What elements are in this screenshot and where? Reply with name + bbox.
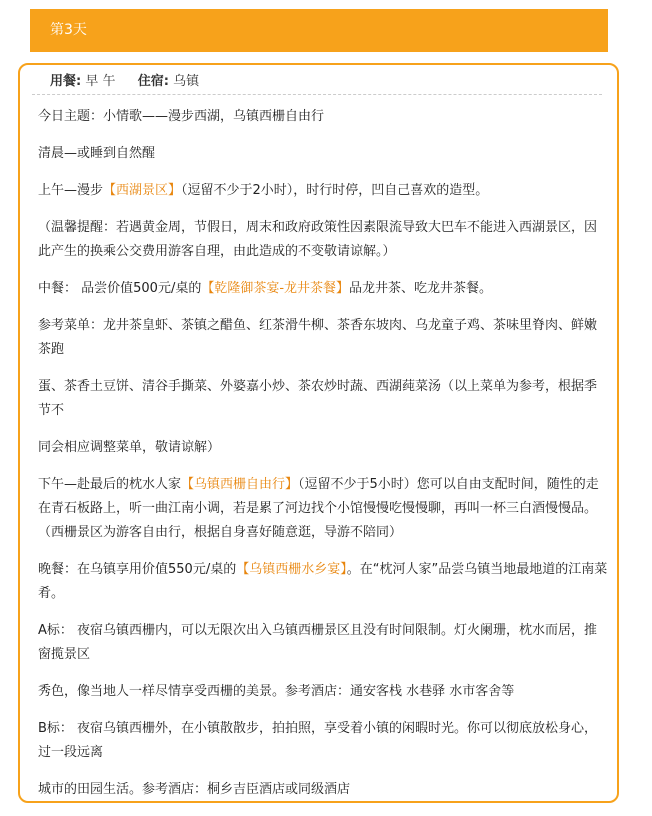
a-option-paragraph: A标： 夜宿乌镇西栅内，可以无限次出入乌镇西栅景区且没有时间限制。灯火阑珊，枕水而居，推窗揽景区 bbox=[38, 623, 598, 662]
meals-label: 用餐: bbox=[50, 74, 82, 89]
menu-paragraph-2: 蛋、茶香土豆饼、清谷手撕菜、外婆嘉小炒、茶农炒时蔬、西湖莼菜汤（以上菜单为参考，根据季节不 bbox=[38, 379, 598, 418]
dinner-text-end: 。在“枕河人家”品尝乌镇当地最地道的江南菜肴。 bbox=[38, 562, 608, 601]
afternoon-text-end: （逗留不少于5小时）您可以自由支配时间，随性的走在青石板路上，听一曲江南小调，若是累了河边找个小馆慢慢吃慢慢聊，再叫一杯三白酒慢慢品。（西栅景区为游客自由行，根据自身喜好随意逛，导游不陪同） bbox=[38, 477, 599, 540]
itinerary-card bbox=[18, 63, 619, 803]
west-lake-link: 【西湖景区】 bbox=[103, 183, 182, 198]
forenoon-paragraph bbox=[38, 179, 608, 203]
a-option-paragraph-2: 秀色，像当地人一样尽情享受西栅的美景。参考酒店：通安客栈 水巷驿 水市客舍等 bbox=[38, 684, 515, 699]
lunch-text-end: 品龙井茶、吃龙井茶餐。 bbox=[349, 281, 493, 296]
reminder-paragraph: （温馨提醒：若遇黄金周，节假日，周末和政府政策性因素限流导致大巴车不能进入西湖景区，因此产生的换乘公交费用游客自理，由此造成的不变敬请谅解。） bbox=[38, 220, 598, 259]
morning-paragraph: 清晨—或睡到自然醒 bbox=[38, 146, 156, 161]
b-option-paragraph: B标： 夜宿乌镇西栅外，在小镇散散步，拍拍照，享受着小镇的闲暇时光。你可以彻底放松身心，过一段远离 bbox=[38, 721, 598, 760]
dinner-paragraph bbox=[38, 558, 608, 606]
lunch-text: 中餐： 品尝价值500元/桌的 bbox=[38, 281, 202, 296]
meal-lodging-row bbox=[50, 73, 199, 91]
menu-paragraph-3: 同会相应调整菜单，敬请谅解） bbox=[38, 440, 221, 455]
xizha-free-tour-link: 【乌镇西栅自由行】 bbox=[181, 477, 299, 492]
dashed-divider bbox=[32, 94, 602, 95]
menu-paragraph: 参考菜单：龙井茶皇虾、茶镇之醋鱼、红茶滑牛柳、茶香东坡肉、乌龙童子鸡、茶味里脊肉、鲜嫩茶跑 bbox=[38, 318, 598, 357]
lunch-paragraph bbox=[38, 277, 608, 301]
lodging-value: 乌镇 bbox=[173, 74, 200, 89]
tea-banquet-link: 【乾隆御茶宴-龙井茶餐】 bbox=[201, 281, 350, 296]
itinerary-content bbox=[38, 105, 608, 815]
water-town-banquet-link: 【乌镇西栅水乡宴】 bbox=[236, 562, 347, 577]
afternoon-paragraph bbox=[38, 473, 608, 545]
forenoon-text-end: （逗留不少于2小时），时行时停，凹自己喜欢的造型。 bbox=[181, 183, 489, 198]
afternoon-text: 下午—赴最后的枕水人家 bbox=[38, 477, 182, 492]
theme-paragraph: 今日主题：小情歌——漫步西湖，乌镇西栅自由行 bbox=[38, 109, 325, 124]
meals-value: 早 午 bbox=[85, 74, 116, 89]
b-option-paragraph-2: 城市的田园生活。参考酒店：桐乡吉臣酒店或同级酒店 bbox=[38, 782, 351, 797]
day-header-bar bbox=[30, 9, 608, 52]
forenoon-text: 上午—漫步 bbox=[38, 183, 104, 198]
lodging-label: 住宿: bbox=[137, 74, 169, 89]
day-title: 第3天 bbox=[50, 22, 87, 38]
dinner-text: 晚餐：在乌镇享用价值550元/桌的 bbox=[38, 562, 237, 577]
